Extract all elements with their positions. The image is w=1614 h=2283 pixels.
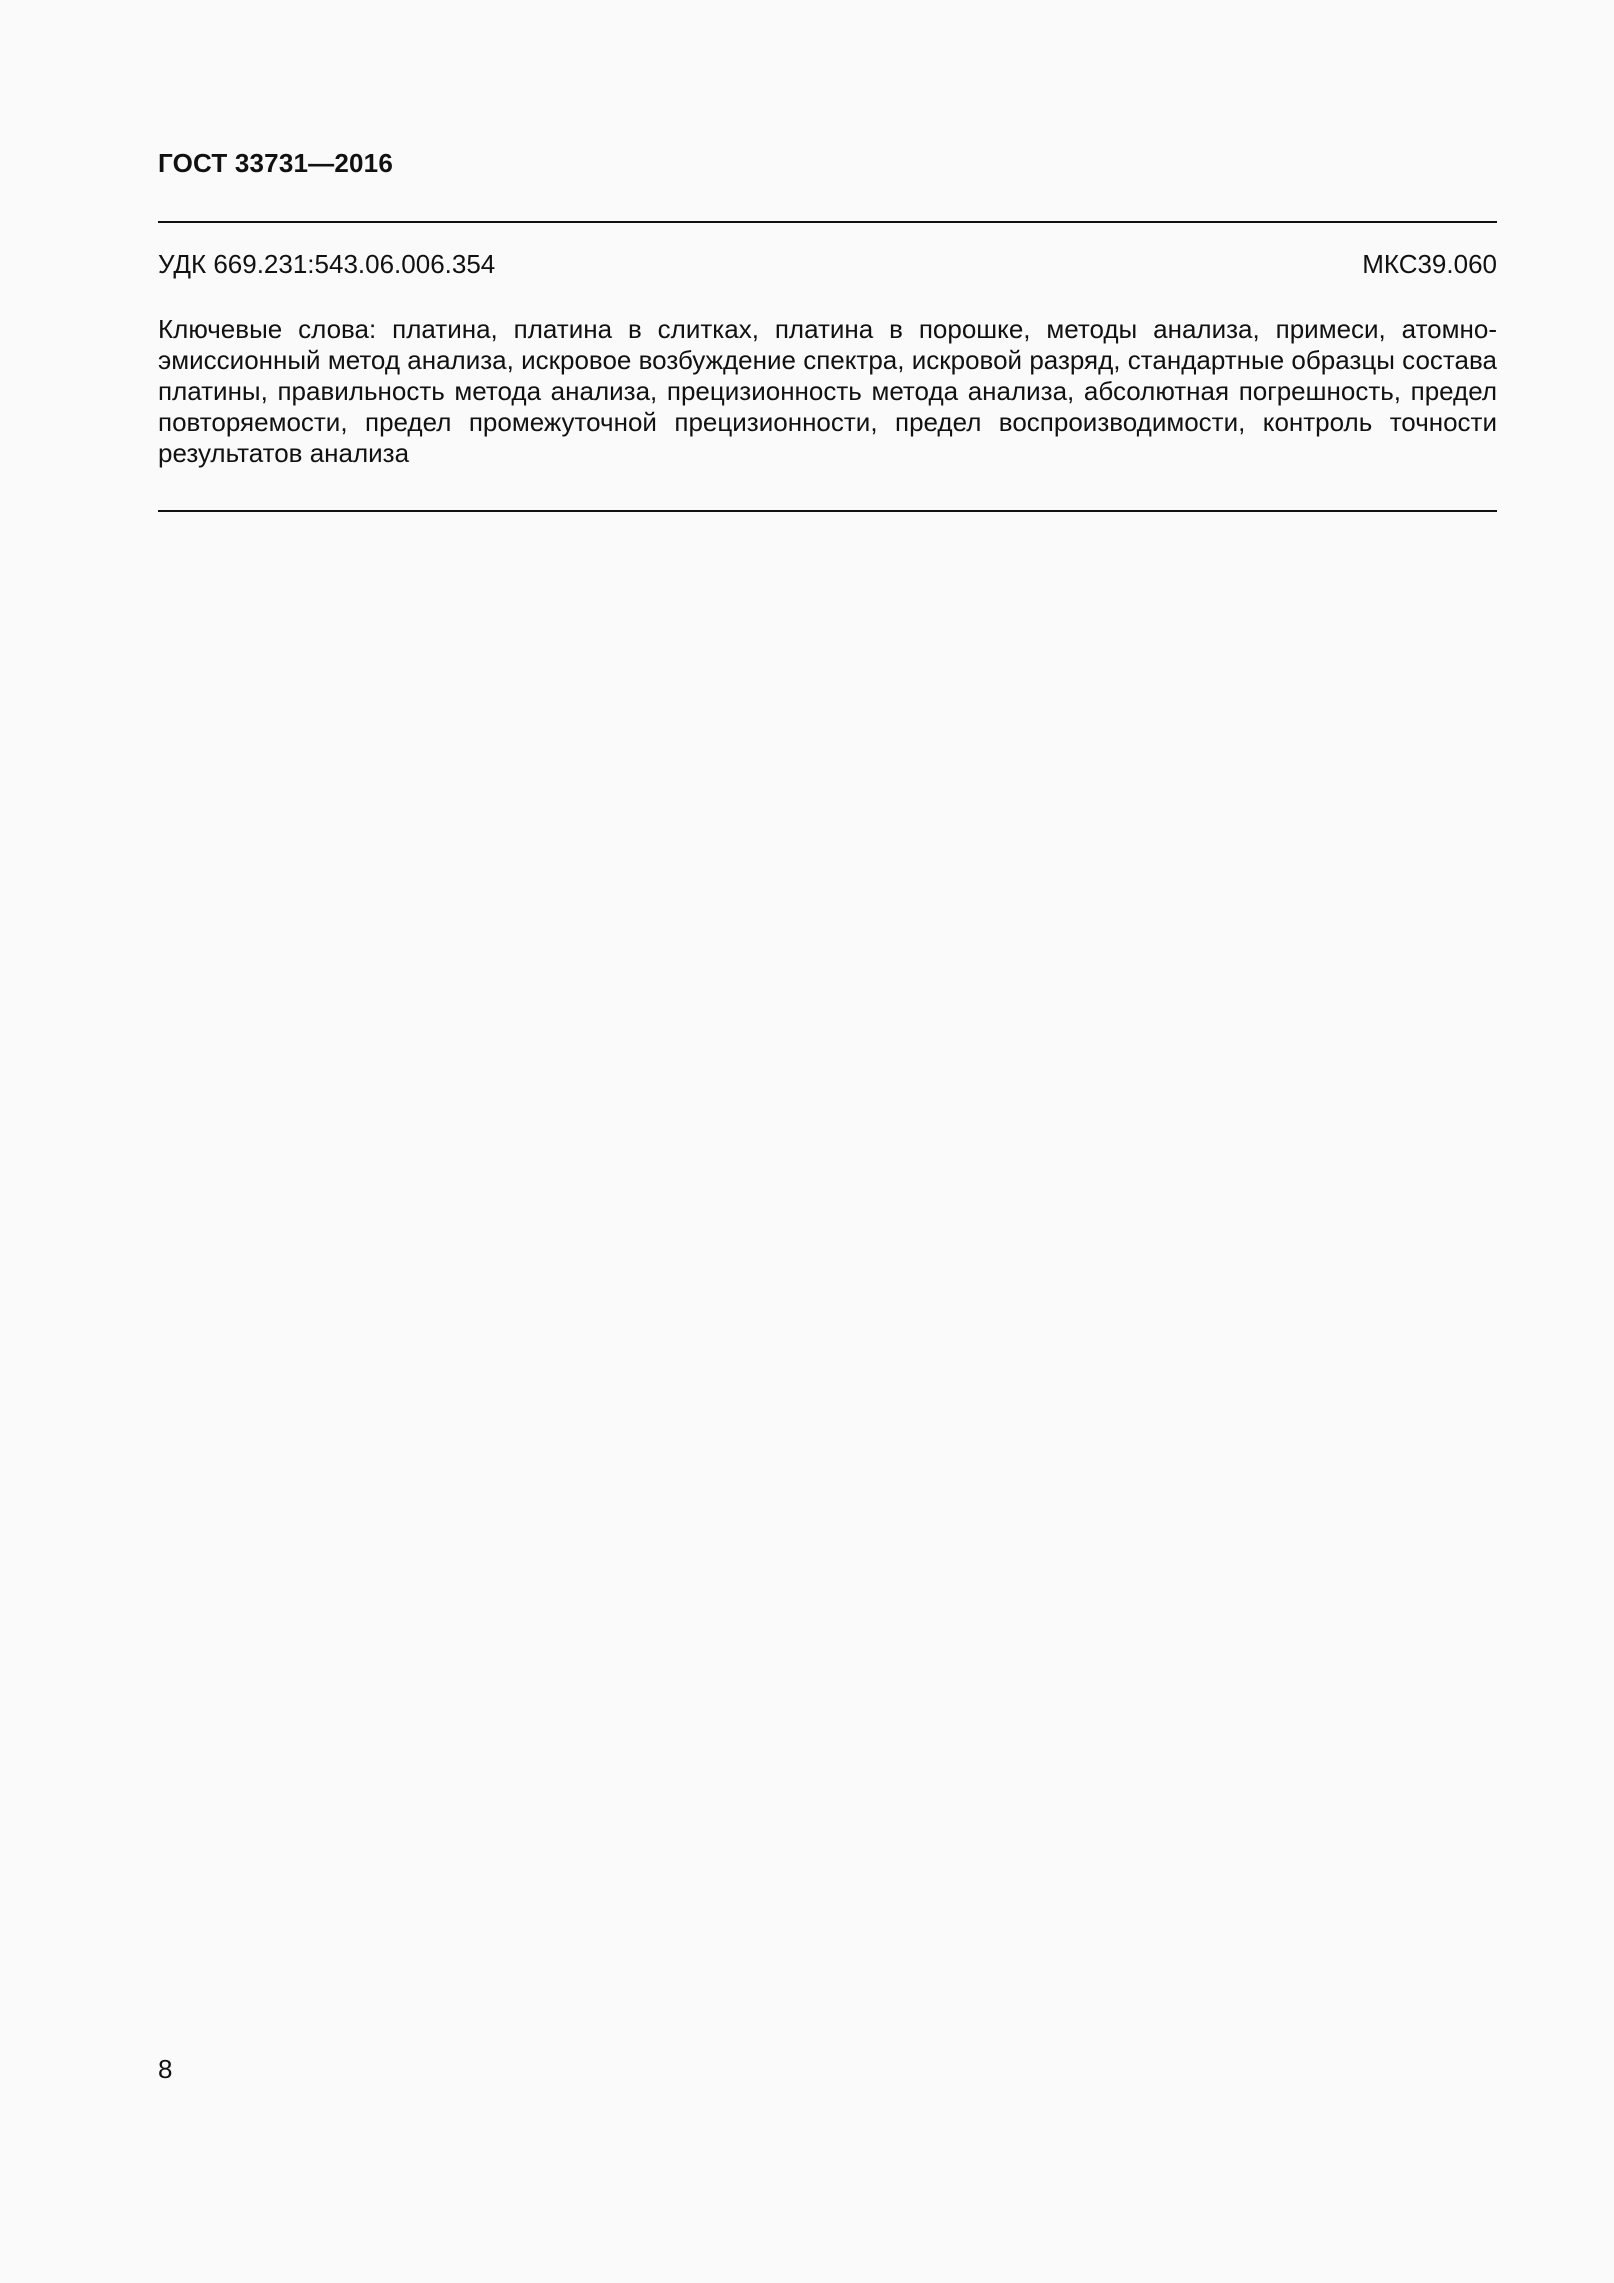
udk-code: УДК 669.231:543.06.006.354	[158, 249, 496, 279]
classification-row	[158, 251, 1497, 277]
mks-code: МКС39.060	[1362, 249, 1497, 279]
standard-id-header: ГОСТ 33731—2016	[158, 148, 393, 178]
page-number: 8	[158, 2054, 173, 2084]
top-divider	[158, 221, 1497, 223]
keywords-paragraph: Ключевые слова: платина, платина в слитках, платина в порошке, методы анализа, примеси, атомно-эмиссионный метод анализа, искровое возбуждение спектра, искровой разряд, стандартные образцы состава платины, правильность метода анализа, прецизионность метода анализа, абсолютная погрешность, предел повторяемости, предел промежуточной прецизионности, предел воспроизводимости, контроль точности результатов анализа	[158, 314, 1497, 468]
bottom-divider	[158, 510, 1497, 512]
